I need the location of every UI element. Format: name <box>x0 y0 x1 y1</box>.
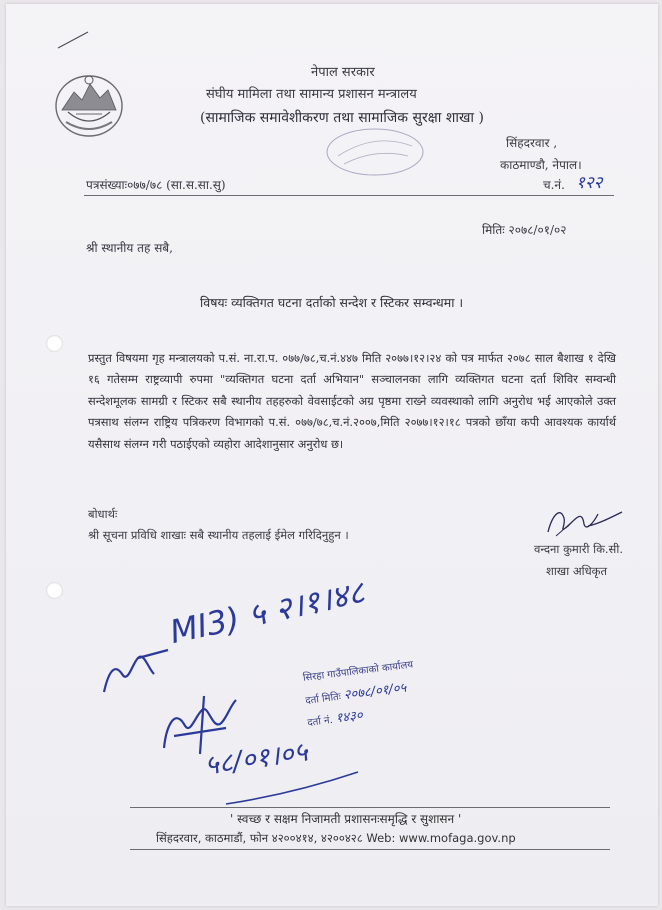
recipient-line: श्री स्थानीय तह सबै, <box>86 241 173 255</box>
registration-stamp-office: सिरहा गाउँपालिकाको कार्यालय <box>302 659 414 684</box>
header-section: (सामाजिक समावेशीकरण तथा सामाजिक सुरक्षा शाखा ) <box>200 110 484 126</box>
header-location-2: काठमाण्डौ, नेपाल। <box>500 158 582 172</box>
registration-stamp-date-label: दर्ता मितिः <box>304 691 342 707</box>
header-location-1: सिंहदरवार , <box>506 136 558 150</box>
letter-page <box>6 4 658 906</box>
registration-stamp-number-value: १४३० <box>334 708 364 727</box>
footer-bottom-divider <box>130 849 610 850</box>
subject-line: विषयः व्यक्तिगत घटना दर्ताको सन्देश र स्टिकर सम्वन्धमा । <box>200 295 464 310</box>
letter-body: प्रस्तुत विषयमा गृह मन्त्रालयको प.सं. ना.रा.प. ०७७/७८,च.नं.४४७ मिति २०७७।१२।२४ को पत्र मार्फत २०७८ साल बैशाख १ देखि १६ गतेसम्म राष्ट्रव्यापी रुपमा "व्यक्तिगत घटना दर्ता अभियान" सञ्चालनका लागि व्यक्तिगत घटना दर्ता शिविर सम्वन्धी सन्देशमूलक सामग्री र स्टिकर सबै स्थानीय तहहरुको वेवसाईटको अग्र पृष्ठमा राख्ने व्यवस्थाको लागि अनुरोध भई आएकोले उक्त पत्रसाथ संलग्न राष्ट्रिय पत्रिकरण विभागको प.सं. ०७७/७८,च.नं.२००७,मिति २०७७।१२।१८ पत्रको छाँया कपी आवश्यक कार्यार्थ यसैसाथ संलग्न गरी पठाईएको व्यहोरा आदेशानुसार अनुरोध छ। <box>88 351 616 451</box>
handwritten-underline <box>222 766 362 808</box>
punch-hole-top <box>46 335 63 352</box>
header-ministry: संघीय मामिला तथा सामान्य प्रशासन मन्त्रालय <box>206 87 417 102</box>
signature-scribble <box>538 496 624 542</box>
header-government: नेपाल सरकार <box>311 65 375 80</box>
bodhartha-line: श्री सूचना प्रविधि शाखाः सबै स्थानीय तहलाई ईमेल गरिदिनुहुन । <box>88 528 349 542</box>
chalani-number-handwritten: १२२ <box>576 173 603 193</box>
registration-stamp-number-row <box>306 705 364 730</box>
handwritten-note-line1: MI3) ५ २।१।४८ <box>166 572 368 652</box>
pen-mark <box>56 30 90 50</box>
footer-divider <box>130 807 610 808</box>
punch-hole-bottom <box>46 582 63 599</box>
registration-stamp-date-row <box>304 678 407 708</box>
handwritten-note-line2: ५८/०१।०५ <box>202 736 310 782</box>
nepal-emblem-icon <box>52 70 126 140</box>
signatory-name: वन्दना कुमारी कि.सी. <box>534 542 623 556</box>
bodhartha-label: बोधार्थः <box>88 507 118 521</box>
letter-reference-number: पत्रसंख्याः०७७/७८ (सा.स.सा.सु) <box>86 178 226 192</box>
registration-stamp-date-value: २०७८/०१/०५ <box>342 680 408 704</box>
footer-contact: सिंहदरवार, काठमाडौं, फोन ४२००४१४, ४२००४२८ Web: www.mofaga.gov.np <box>156 831 516 845</box>
registration-stamp-number-label: दर्ता नं. <box>306 714 334 729</box>
chalani-label: च.नं. <box>543 178 565 192</box>
footer-slogan: ' स्वच्छ र सक्षम निजामती प्रशासनःसमृद्धि र सुशासन ' <box>230 812 462 826</box>
office-seal-stamp <box>324 126 426 178</box>
signatory-designation: शाखा अधिकृत <box>546 564 608 578</box>
letter-date: मितिः २०७८/०१/०२ <box>482 223 567 237</box>
header-divider <box>84 195 614 196</box>
